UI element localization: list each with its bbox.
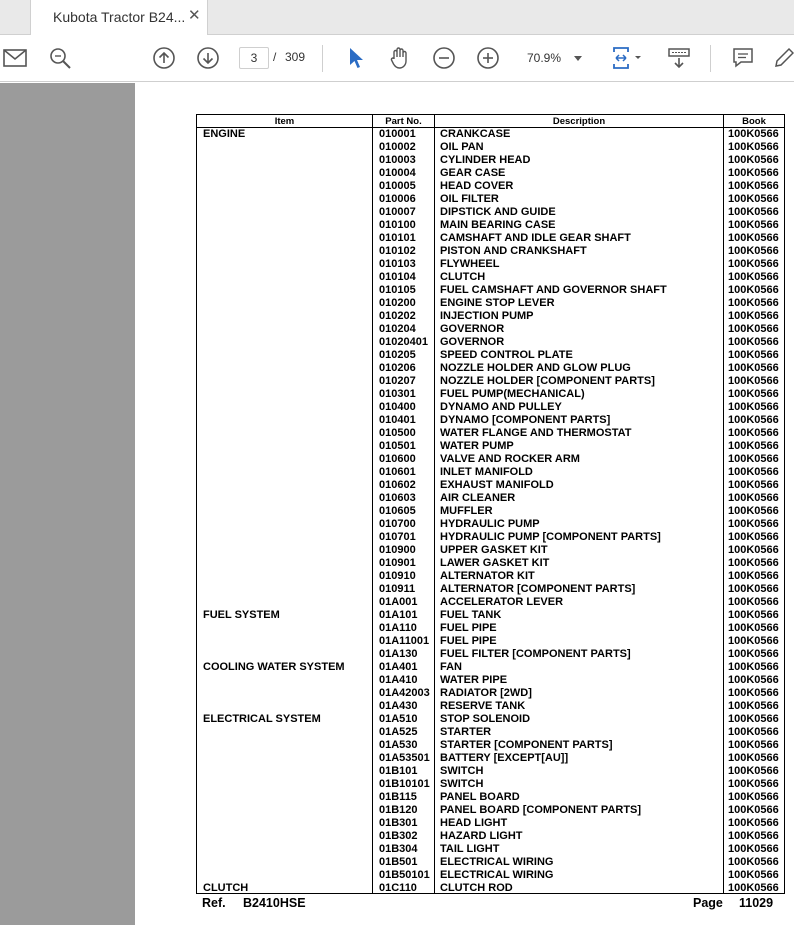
- book-cell: 100K0566: [728, 440, 779, 452]
- table-row: [197, 765, 784, 778]
- table-row: [197, 830, 784, 843]
- book-cell: 100K0566: [728, 232, 779, 244]
- description-cell: RADIATOR [2WD]: [440, 687, 532, 699]
- description-cell: FUEL CAMSHAFT AND GOVERNOR SHAFT: [440, 284, 667, 296]
- description-cell: HEAD LIGHT: [440, 817, 508, 829]
- header-book: Book: [742, 116, 766, 127]
- table-row: [197, 336, 784, 349]
- description-cell: SPEED CONTROL PLATE: [440, 349, 573, 361]
- description-cell: GOVERNOR: [440, 336, 505, 348]
- description-cell: CLUTCH ROD: [440, 882, 513, 894]
- table-row: [197, 817, 784, 830]
- book-cell: 100K0566: [728, 323, 779, 335]
- book-cell: 100K0566: [728, 362, 779, 374]
- book-cell: 100K0566: [728, 180, 779, 192]
- table-row: [197, 752, 784, 765]
- table-row: [197, 700, 784, 713]
- table-row: [197, 492, 784, 505]
- table-row: [197, 635, 784, 648]
- part-no-cell: 010301: [379, 388, 416, 400]
- close-icon[interactable]: ✕: [188, 7, 201, 24]
- book-cell: 100K0566: [728, 778, 779, 790]
- book-cell: 100K0566: [728, 765, 779, 777]
- table-row: [197, 843, 784, 856]
- part-no-cell: 010007: [379, 206, 416, 218]
- part-no-cell: 010401: [379, 414, 416, 426]
- zoom-search-icon[interactable]: [46, 45, 74, 71]
- part-no-cell: 010900: [379, 544, 416, 556]
- table-row: [197, 596, 784, 609]
- book-cell: 100K0566: [728, 245, 779, 257]
- description-cell: FUEL PUMP(MECHANICAL): [440, 388, 585, 400]
- part-no-cell: 01A101: [379, 609, 418, 621]
- ref-value: B2410HSE: [243, 896, 306, 910]
- description-cell: STARTER: [440, 726, 492, 738]
- header-item: Item: [274, 116, 295, 127]
- table-row: [197, 687, 784, 700]
- description-cell: UPPER GASKET KIT: [440, 544, 548, 556]
- book-cell: 100K0566: [728, 141, 779, 153]
- scroll-mode-icon[interactable]: [665, 45, 693, 71]
- zoom-in-icon[interactable]: [474, 45, 502, 71]
- book-cell: 100K0566: [728, 492, 779, 504]
- table-row: [197, 557, 784, 570]
- part-no-cell: 010901: [379, 557, 416, 569]
- book-cell: 100K0566: [728, 505, 779, 517]
- book-cell: 100K0566: [728, 284, 779, 296]
- description-cell: EXHAUST MANIFOLD: [440, 479, 554, 491]
- description-cell: RESERVE TANK: [440, 700, 526, 712]
- description-cell: INLET MANIFOLD: [440, 466, 533, 478]
- part-no-cell: 01A401: [379, 661, 418, 673]
- part-no-cell: 010603: [379, 492, 416, 504]
- part-no-cell: 01A430: [379, 700, 418, 712]
- page-down-icon[interactable]: [194, 45, 222, 71]
- description-cell: HEAD COVER: [440, 180, 514, 192]
- book-cell: 100K0566: [728, 791, 779, 803]
- part-no-cell: 010207: [379, 375, 416, 387]
- ref-label: Ref.: [202, 896, 226, 910]
- part-no-cell: 01B115: [379, 791, 417, 803]
- description-cell: WATER FLANGE AND THERMOSTAT: [440, 427, 632, 439]
- description-cell: NOZZLE HOLDER AND GLOW PLUG: [440, 362, 631, 374]
- tab-title: Kubota Tractor B24...: [53, 9, 186, 25]
- book-cell: 100K0566: [728, 271, 779, 283]
- description-cell: CYLINDER HEAD: [440, 154, 531, 166]
- book-cell: 100K0566: [728, 167, 779, 179]
- part-no-cell: 010105: [379, 284, 416, 296]
- table-row: [197, 141, 784, 154]
- table-row: [197, 739, 784, 752]
- table-row: [197, 414, 784, 427]
- part-no-cell: 01B120: [379, 804, 418, 816]
- book-cell: 100K0566: [728, 349, 779, 361]
- part-no-cell: 01A11001: [379, 635, 430, 647]
- description-cell: HYDRAULIC PUMP [COMPONENT PARTS]: [440, 531, 661, 543]
- description-cell: LAWER GASKET KIT: [440, 557, 550, 569]
- description-cell: ENGINE STOP LEVER: [440, 297, 555, 309]
- book-cell: 100K0566: [728, 726, 779, 738]
- description-cell: STOP SOLENOID: [440, 713, 531, 725]
- table-row: [197, 349, 784, 362]
- part-no-cell: 010104: [379, 271, 416, 283]
- book-cell: 100K0566: [728, 583, 779, 595]
- description-cell: SWITCH: [440, 765, 484, 777]
- table-row: [197, 193, 784, 206]
- page-footer: [202, 896, 782, 912]
- book-cell: 100K0566: [728, 856, 779, 868]
- table-row: [197, 570, 784, 583]
- description-cell: VALVE AND ROCKER ARM: [440, 453, 580, 465]
- part-no-cell: 01A110: [379, 622, 417, 634]
- page-up-icon[interactable]: [150, 45, 178, 71]
- table-row: [197, 232, 784, 245]
- table-row: [197, 453, 784, 466]
- table-row: [197, 661, 784, 674]
- book-cell: 100K0566: [728, 882, 779, 894]
- part-no-cell: 01A410: [379, 674, 418, 686]
- book-cell: 100K0566: [728, 479, 779, 491]
- table-row: [197, 609, 784, 622]
- table-row: [197, 154, 784, 167]
- table-row: [197, 245, 784, 258]
- book-cell: 100K0566: [728, 128, 779, 140]
- header-description: Description: [552, 116, 606, 127]
- book-cell: 100K0566: [728, 427, 779, 439]
- toolbar-divider: [322, 45, 323, 72]
- part-no-cell: 010002: [379, 141, 416, 153]
- part-no-cell: 010101: [379, 232, 416, 244]
- part-no-cell: 010910: [379, 570, 416, 582]
- description-cell: ELECTRICAL WIRING: [440, 856, 554, 868]
- hand-tool-icon[interactable]: [386, 45, 414, 71]
- table-row: [197, 869, 784, 882]
- table-row: [197, 297, 784, 310]
- table-row: [197, 388, 784, 401]
- page-number-input[interactable]: 3: [239, 47, 269, 69]
- toolbar-divider: [710, 45, 711, 72]
- table-row: [197, 674, 784, 687]
- description-cell: NOZZLE HOLDER [COMPONENT PARTS]: [440, 375, 655, 387]
- part-no-cell: 010602: [379, 479, 416, 491]
- table-row: [197, 440, 784, 453]
- part-no-cell: 01A525: [379, 726, 418, 738]
- part-no-cell: 01A130: [379, 648, 418, 660]
- description-cell: ELECTRICAL WIRING: [440, 869, 554, 881]
- book-cell: 100K0566: [728, 700, 779, 712]
- book-cell: 100K0566: [728, 193, 779, 205]
- table-row: [197, 180, 784, 193]
- description-cell: INJECTION PUMP: [440, 310, 534, 322]
- book-cell: 100K0566: [728, 531, 779, 543]
- book-cell: 100K0566: [728, 544, 779, 556]
- select-cursor-icon[interactable]: [342, 45, 370, 71]
- part-no-cell: 01B302: [379, 830, 418, 842]
- part-no-cell: 01A510: [379, 713, 418, 725]
- table-row: [197, 804, 784, 817]
- description-cell: FUEL PIPE: [440, 635, 497, 647]
- table-row: [197, 466, 784, 479]
- description-cell: MUFFLER: [440, 505, 493, 517]
- description-cell: AIR CLEANER: [440, 492, 516, 504]
- book-cell: 100K0566: [728, 557, 779, 569]
- part-no-cell: 010102: [379, 245, 416, 257]
- part-no-cell: 010500: [379, 427, 416, 439]
- pen-icon[interactable]: [770, 45, 794, 71]
- part-no-cell: 010204: [379, 323, 416, 335]
- part-no-cell: 010006: [379, 193, 416, 205]
- part-no-cell: 010911: [379, 583, 416, 595]
- table-row: [197, 167, 784, 180]
- part-no-cell: 01020401: [379, 336, 428, 348]
- book-cell: 100K0566: [728, 635, 779, 647]
- table-row: [197, 401, 784, 414]
- part-no-cell: 010605: [379, 505, 416, 517]
- table-row: [197, 791, 784, 804]
- description-cell: FUEL FILTER [COMPONENT PARTS]: [440, 648, 631, 660]
- book-cell: 100K0566: [728, 817, 779, 829]
- description-cell: ALTERNATOR [COMPONENT PARTS]: [440, 583, 636, 595]
- description-cell: TAIL LIGHT: [440, 843, 500, 855]
- book-cell: 100K0566: [728, 518, 779, 530]
- part-no-cell: 01C110: [379, 882, 417, 894]
- book-cell: 100K0566: [728, 804, 779, 816]
- book-cell: 100K0566: [728, 401, 779, 413]
- part-no-cell: 010600: [379, 453, 416, 465]
- table-body: [197, 128, 784, 895]
- part-no-cell: 010205: [379, 349, 416, 361]
- table-row: [197, 648, 784, 661]
- description-cell: CLUTCH: [440, 271, 486, 283]
- book-cell: 100K0566: [728, 258, 779, 270]
- part-no-cell: 010001: [379, 128, 416, 140]
- book-cell: 100K0566: [728, 687, 779, 699]
- item-cell: ELECTRICAL SYSTEM: [203, 713, 321, 725]
- table-row: [197, 531, 784, 544]
- description-cell: BATTERY [EXCEPT[AU]]: [440, 752, 569, 764]
- description-cell: CRANKCASE: [440, 128, 511, 140]
- book-cell: 100K0566: [728, 154, 779, 166]
- book-cell: 100K0566: [728, 297, 779, 309]
- book-cell: 100K0566: [728, 843, 779, 855]
- book-cell: 100K0566: [728, 453, 779, 465]
- part-no-cell: 010103: [379, 258, 416, 270]
- book-cell: 100K0566: [728, 661, 779, 673]
- description-cell: WATER PUMP: [440, 440, 514, 452]
- zoom-out-icon[interactable]: [430, 45, 458, 71]
- book-cell: 100K0566: [728, 648, 779, 660]
- description-cell: CAMSHAFT AND IDLE GEAR SHAFT: [440, 232, 631, 244]
- table-row: [197, 219, 784, 232]
- part-no-cell: 010200: [379, 297, 416, 309]
- part-no-cell: 010501: [379, 440, 416, 452]
- part-no-cell: 01A001: [379, 596, 418, 608]
- table-row: [197, 726, 784, 739]
- page-label: Page: [693, 896, 723, 910]
- book-cell: 100K0566: [728, 869, 779, 881]
- table-row: [197, 258, 784, 271]
- book-cell: 100K0566: [728, 830, 779, 842]
- table-row: [197, 622, 784, 635]
- page-number: 11029: [739, 896, 774, 910]
- book-cell: 100K0566: [728, 609, 779, 621]
- parts-table: [196, 114, 785, 894]
- book-cell: 100K0566: [728, 388, 779, 400]
- table-row: [197, 544, 784, 557]
- page-separator: /: [273, 50, 277, 64]
- description-cell: PISTON AND CRANKSHAFT: [440, 245, 587, 257]
- document-tab[interactable]: [30, 0, 208, 35]
- table-row: [197, 271, 784, 284]
- description-cell: DIPSTICK AND GUIDE: [440, 206, 556, 218]
- book-cell: 100K0566: [728, 752, 779, 764]
- table-row: [197, 856, 784, 869]
- description-cell: FAN: [440, 661, 462, 673]
- book-cell: 100K0566: [728, 674, 779, 686]
- part-no-cell: 01B50101: [379, 869, 430, 881]
- chevron-down-icon: [574, 56, 582, 61]
- part-no-cell: 010003: [379, 154, 416, 166]
- part-no-cell: 01A42003: [379, 687, 430, 699]
- fit-page-icon[interactable]: [608, 45, 644, 71]
- description-cell: DYNAMO AND PULLEY: [440, 401, 562, 413]
- part-no-cell: 01B10101: [379, 778, 430, 790]
- description-cell: GEAR CASE: [440, 167, 506, 179]
- book-cell: 100K0566: [728, 219, 779, 231]
- description-cell: OIL PAN: [440, 141, 484, 153]
- toolbar: [0, 35, 794, 82]
- table-row: [197, 206, 784, 219]
- description-cell: PANEL BOARD: [440, 791, 520, 803]
- part-no-cell: 01B304: [379, 843, 418, 855]
- table-row: [197, 284, 784, 297]
- zoom-level-value: 70.9%: [527, 51, 562, 65]
- part-no-cell: 01A53501: [379, 752, 430, 764]
- description-cell: HYDRAULIC PUMP: [440, 518, 540, 530]
- table-row: [197, 362, 784, 375]
- table-row: [197, 518, 784, 531]
- part-no-cell: 010601: [379, 466, 416, 478]
- mail-icon[interactable]: [1, 45, 29, 71]
- book-cell: 100K0566: [728, 466, 779, 478]
- description-cell: ALTERNATOR KIT: [440, 570, 535, 582]
- description-cell: WATER PIPE: [440, 674, 508, 686]
- header-part-no: Part No.: [385, 116, 422, 127]
- part-no-cell: 010202: [379, 310, 416, 322]
- item-cell: COOLING WATER SYSTEM: [203, 661, 345, 673]
- table-row: [197, 479, 784, 492]
- document-viewer[interactable]: [0, 83, 794, 925]
- description-cell: OIL FILTER: [440, 193, 499, 205]
- table-row: [197, 583, 784, 596]
- part-no-cell: 01B501: [379, 856, 418, 868]
- book-cell: 100K0566: [728, 375, 779, 387]
- table-row: [197, 505, 784, 518]
- book-cell: 100K0566: [728, 206, 779, 218]
- description-cell: GOVERNOR: [440, 323, 505, 335]
- description-cell: FLYWHEEL: [440, 258, 500, 270]
- description-cell: ACCELERATOR LEVER: [440, 596, 564, 608]
- book-cell: 100K0566: [728, 336, 779, 348]
- book-cell: 100K0566: [728, 739, 779, 751]
- table-row: [197, 713, 784, 726]
- part-no-cell: 01B101: [379, 765, 418, 777]
- tab-bar: [0, 0, 794, 35]
- description-cell: PANEL BOARD [COMPONENT PARTS]: [440, 804, 642, 816]
- table-row: [197, 128, 784, 141]
- part-no-cell: 01A530: [379, 739, 418, 751]
- item-cell: ENGINE: [203, 128, 246, 140]
- table-row: [197, 310, 784, 323]
- description-cell: MAIN BEARING CASE: [440, 219, 556, 231]
- part-no-cell: 010206: [379, 362, 416, 374]
- part-no-cell: 010700: [379, 518, 416, 530]
- book-cell: 100K0566: [728, 570, 779, 582]
- part-no-cell: 010100: [379, 219, 416, 231]
- description-cell: HAZARD LIGHT: [440, 830, 523, 842]
- page-total: 309: [285, 50, 306, 64]
- table-row: [197, 323, 784, 336]
- description-cell: DYNAMO [COMPONENT PARTS]: [440, 414, 611, 426]
- book-cell: 100K0566: [728, 310, 779, 322]
- part-no-cell: 01B301: [379, 817, 418, 829]
- part-no-cell: 010701: [379, 531, 416, 543]
- table-row: [197, 882, 784, 895]
- item-cell: CLUTCH: [203, 882, 249, 894]
- table-row: [197, 375, 784, 388]
- book-cell: 100K0566: [728, 622, 779, 634]
- table-row: [197, 427, 784, 440]
- book-cell: 100K0566: [728, 713, 779, 725]
- document-page: [135, 83, 794, 925]
- part-no-cell: 010005: [379, 180, 416, 192]
- part-no-cell: 010004: [379, 167, 416, 179]
- zoom-level-select[interactable]: [516, 47, 590, 69]
- description-cell: FUEL TANK: [440, 609, 502, 621]
- description-cell: SWITCH: [440, 778, 484, 790]
- description-cell: STARTER [COMPONENT PARTS]: [440, 739, 613, 751]
- table-row: [197, 778, 784, 791]
- description-cell: FUEL PIPE: [440, 622, 497, 634]
- comment-icon[interactable]: [729, 45, 757, 71]
- item-cell: FUEL SYSTEM: [203, 609, 280, 621]
- part-no-cell: 010400: [379, 401, 416, 413]
- book-cell: 100K0566: [728, 414, 779, 426]
- book-cell: 100K0566: [728, 596, 779, 608]
